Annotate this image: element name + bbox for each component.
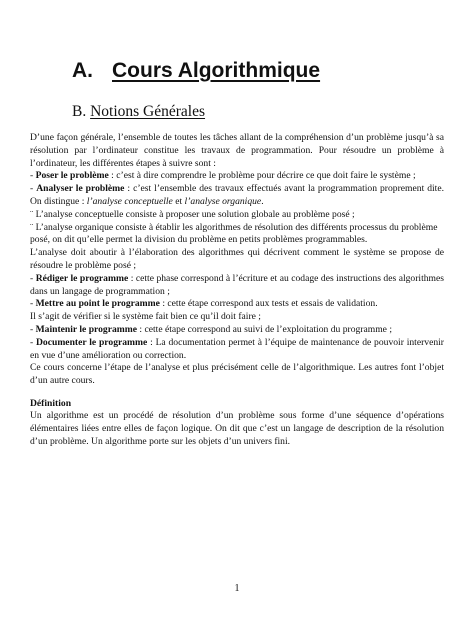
document-body — [30, 132, 444, 449]
title-text: Cours Algorithmique — [112, 59, 321, 82]
step-write-program — [30, 273, 444, 299]
step-debug-program — [30, 298, 444, 311]
step-label: Documenter le programme — [36, 336, 148, 348]
step-text: : La documentation permet à l’équipe de maintenance de pouvoir intervenir en vue d’une amélioration ou correction. — [30, 336, 444, 361]
term-organic: l’analyse organique — [184, 195, 262, 207]
step-maintain-program — [30, 324, 444, 337]
section-letter: B. — [72, 103, 87, 120]
section-heading — [72, 102, 205, 122]
term-conceptual: l’analyse conceptuelle — [86, 195, 173, 207]
document-title — [72, 54, 320, 88]
definition-title: Définition — [30, 397, 72, 409]
step-pose-problem — [30, 170, 444, 183]
step-label: Poser le problème — [35, 170, 109, 182]
intro-paragraph: D’une façon générale, l’ensemble de toutes les tâches allant de la compréhension d’un problème jusqu’à sa résolution par l’ordinateur constitue les travaux de programmation. Pour résoudre un problème à l’ordinateur, les différentes étapes à suivre sont : — [30, 132, 444, 169]
step-dash: - — [30, 272, 36, 284]
scope-paragraph: Ce cours concerne l’étape de l’analyse et plus précisément celle de l’algorithmique. Les autres font l’objet d’un autre cours. — [30, 362, 444, 387]
step-text: . — [261, 195, 264, 207]
step-text: et — [172, 195, 185, 207]
step-document-program — [30, 337, 444, 363]
step-text: : c’est l’ensemble des travaux effectués avant la programmation proprement dite. On distingue : — [30, 183, 445, 207]
note-analysis-outcome: L’analyse doit aboutir à l’élaboration des algorithmes qui décrivent comment le système se propose de résoudre le problème posé ; — [30, 247, 444, 271]
step-dash: - — [30, 298, 36, 310]
step-text: : cette phase correspond à l’écriture et au codage des instructions des algorithmes dans un langage de programmation ; — [30, 272, 445, 297]
step-label: Analyser le problème — [36, 183, 125, 195]
step-text: : cette étape correspond aux tests et essais de validation. — [159, 298, 378, 310]
step-label: Rédiger le programme — [35, 272, 129, 284]
title-letter: A. — [72, 59, 93, 82]
step-dash: - — [30, 183, 37, 195]
note-conceptual: ¨ L’analyse conceptuelle consiste à proposer une solution globale au problème posé ; — [30, 208, 355, 220]
step-dash: - — [30, 170, 36, 182]
note-organic: ¨ L’analyse organique consiste à établir les algorithmes de résolution des différents processus du problème posé, on dit qu’elle permet la division du problème en petits problèmes programmables. — [30, 221, 438, 246]
spacer — [30, 388, 444, 398]
step-dash: - — [30, 336, 36, 348]
step-label: Maintenir le programme — [35, 323, 138, 335]
section-text: Notions Générales — [90, 103, 206, 120]
step-text: : cette étape correspond au suivi de l’exploitation du programme ; — [137, 323, 392, 335]
definition-text: Un algorithme est un procédé de résolution d’un problème sous forme d’une séquence d’opérations élémentaires liées entre elles de façon logique. On dit que c’est un langage de description de la résolution d’un problème. Un algorithme porte sur les objets d’un univers fini. — [30, 410, 444, 447]
step-label: Mettre au point le programme — [35, 298, 160, 310]
step-dash: - — [30, 323, 36, 335]
step-analyse-problem — [30, 183, 444, 209]
step-text: : c’est à dire comprendre le problème pour décrire ce que doit faire le système ; — [108, 170, 416, 182]
step-debug-note: Il s’agit de vérifier si le système fait bien ce qu’il doit faire ; — [30, 311, 261, 323]
page-number: 1 — [234, 583, 240, 594]
